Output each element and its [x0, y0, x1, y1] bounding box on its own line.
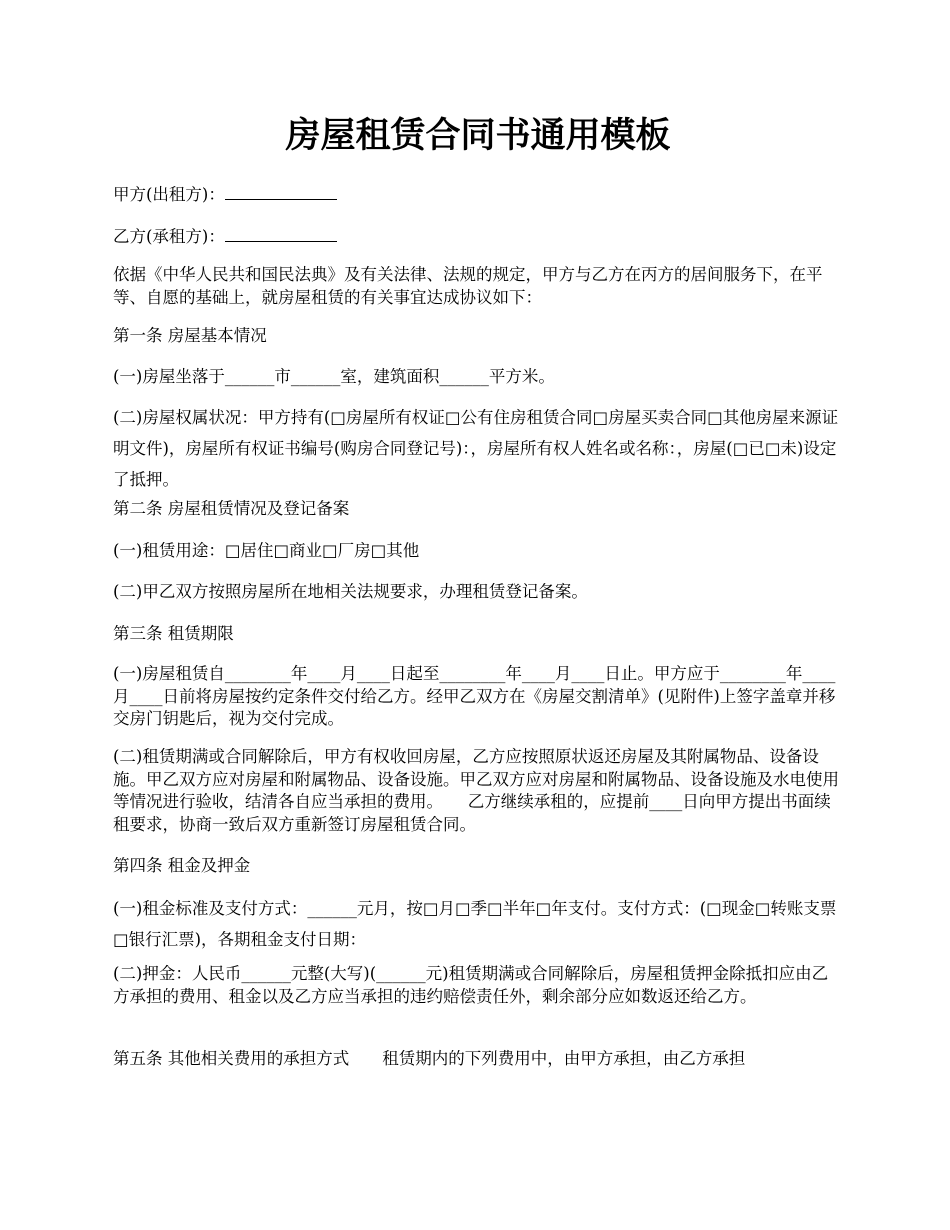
article-1-item-2: (二)房屋权属状况：甲方持有(□房屋所有权证□公有住房租赁合同□房屋买卖合同□其他房屋来源证明文件)，房屋所有权证书编号(购房合同登记号)：，房屋所有权人姓名或名称：，房屋(□已□未)设定了抵押。 [113, 408, 839, 489]
party-a-blank [225, 183, 337, 200]
intro-paragraph: 依据《中华人民共和国民法典》及有关法律、法规的规定，甲方与乙方在丙方的居间服务下，在平等、自愿的基础上，就房屋租赁的有关事宜达成协议如下： [113, 265, 823, 307]
article-3-heading: 第三条 租赁期限 [113, 624, 234, 643]
article-2-item-2: (二)甲乙双方按照房屋所在地相关法规要求，办理租赁登记备案。 [113, 582, 588, 601]
article-1-item-1: (一)房屋坐落于______市______室，建筑面积______平方米。 [113, 367, 555, 386]
article-3-item-1: (一)房屋租赁自________年____月____日起至________年____月____日止。甲方应于________年____月____日前将房屋按约定条件交付给乙方。经甲乙双方在《房屋交割清单》(见附件)上签字盖章并移交房门钥匙后，视为交付完成。 [113, 664, 836, 728]
article-5-text: 第五条 其他相关费用的承担方式 租赁期内的下列费用中，由甲方承担，由乙方承担 [113, 1049, 746, 1068]
article-1-heading: 第一条 房屋基本情况 [113, 326, 267, 345]
party-b-label: 乙方(承租方)： [113, 227, 225, 246]
article-2-heading: 第二条 房屋租赁情况及登记备案 [113, 499, 350, 518]
article-4-item-2: (二)押金：人民币______元整(大写)(______元)租赁期满或合同解除后，房屋租赁押金除抵扣应由乙方承担的费用、租金以及乙方应当承担的违约赔偿责任外，剩余部分应如数返还给乙方。 [113, 964, 829, 1006]
party-a-line [113, 183, 843, 207]
article-4-heading: 第四条 租金及押金 [113, 856, 251, 875]
party-b-line [113, 225, 843, 249]
party-b-blank [225, 225, 337, 242]
article-2-item-1: (一)租赁用途：□居住□商业□厂房□其他 [113, 541, 420, 560]
document-title: 房屋租赁合同书通用模板 [285, 115, 671, 156]
article-3-item-2: (二)租赁期满或合同解除后，甲方有权收回房屋，乙方应按照原状返还房屋及其附属物品、设备设施。甲乙双方应对房屋和附属物品、设备设施。甲乙双方应对房屋和附属物品、设备设施及水电使用等情况进行验收，结清各自应当承担的费用。 乙方继续承租的，应提前____日向甲方提出书面续租要求，协商一致后双方重新签订房屋租赁合同。 [113, 747, 839, 834]
article-4-item-1: (一)租金标准及支付方式：______元月，按□月□季□半年□年支付。支付方式：(□现金□转账支票□银行汇票)，各期租金支付日期： [113, 899, 837, 949]
party-a-label: 甲方(出租方)： [113, 185, 225, 204]
